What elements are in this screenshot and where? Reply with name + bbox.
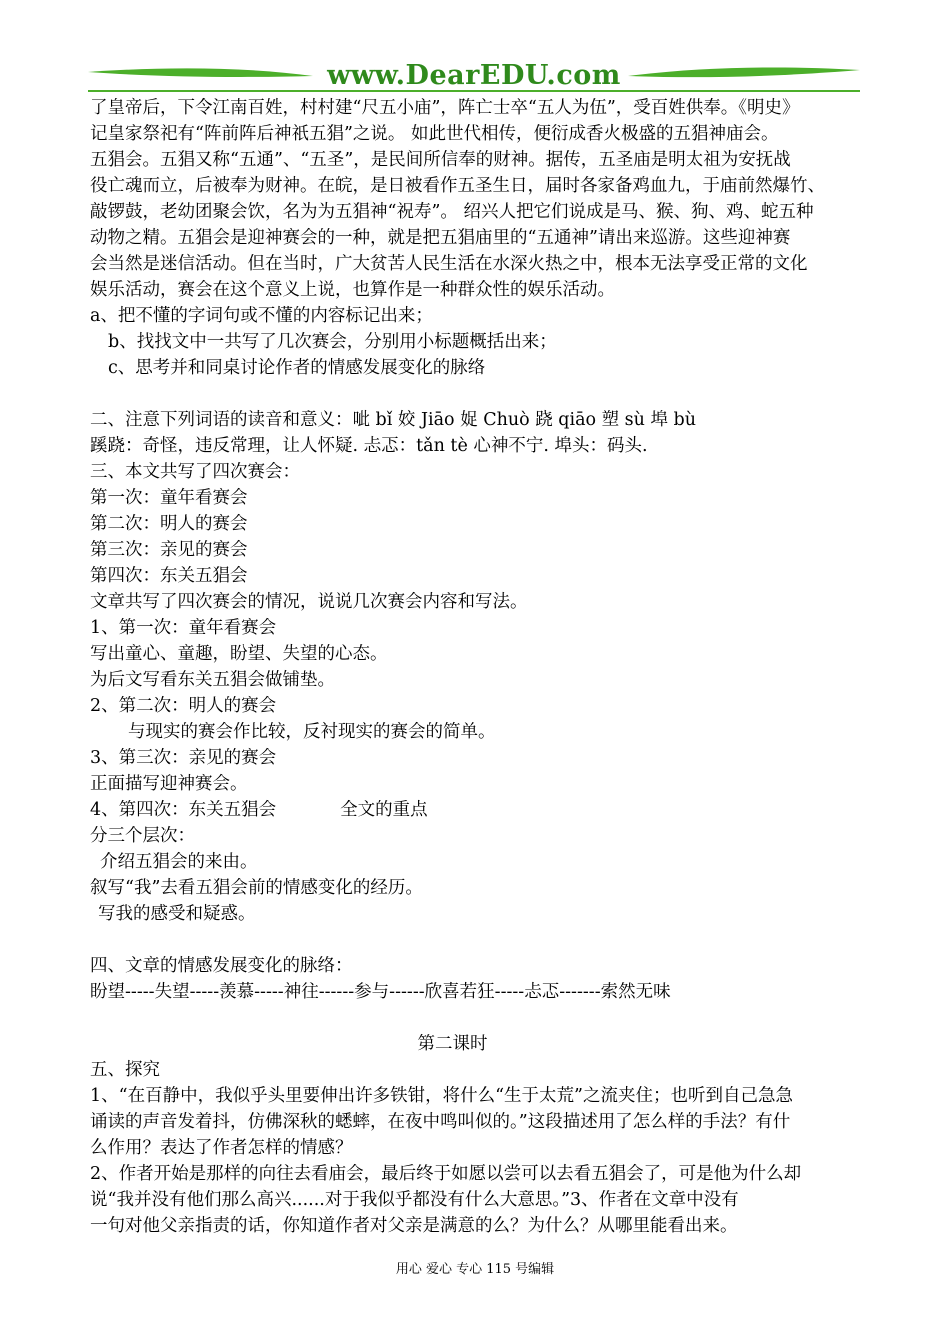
list-item: 第四次：东关五猖会 (90, 566, 248, 586)
layer-item: 介绍五猖会的来由。 (100, 852, 258, 872)
document-body (90, 95, 865, 1239)
summary-line: 文章共写了四次赛会的情况，说说几次赛会内容和写法。 (90, 592, 528, 612)
item-heading: 1、第一次：童年看赛会 (90, 618, 277, 638)
text-line: 记皇家祭祀有“阵前阵后神祇五猖”之说。 如此世代相传，便衍成香火极盛的五猖神庙会。 (90, 124, 779, 144)
section-3-title: 三、本文共写了四次赛会： (90, 462, 300, 482)
layers-heading: 分三个层次： (90, 826, 195, 846)
text-line: 役亡魂而立，后被奉为财神。在皖，是日被看作五圣生日，届时各家备鸡血九，于庙前然爆竹、 (90, 176, 825, 196)
text-line: 会当然是迷信活动。但在当时，广大贫苦人民生活在水深火热之中，根本无法享受正常的文化 (90, 254, 808, 274)
lesson-2-heading: 第二课时 (417, 1034, 488, 1054)
emotion-chain: 盼望-----失望-----羡慕-----神往------参与------欣喜若狂-----忐忑-------索然无味 (90, 982, 671, 1002)
text-line: 敲锣鼓，老幼团聚会饮，名为为五猖神“祝寿”。 绍兴人把它们说成是马、猴、狗、鸡、蛇五种 (90, 202, 814, 222)
question-line: 1、“在百静中，我似乎头里要伸出许多铁钳，将什么“生于太荒”之流夹住；也听到自己急急 (90, 1086, 793, 1106)
site-logo[interactable]: www.DearEDU.com (327, 60, 621, 91)
task-a: a、把不懂的字词句或不懂的内容标记出来； (90, 306, 433, 326)
question-line: 说“我并没有他们那么高兴......对于我似乎都没有什么大意思。”3、作者在文章中没有 (90, 1190, 739, 1210)
list-item: 第一次：童年看赛会 (90, 488, 248, 508)
item-4-title: 4、第四次：东关五猖会 (90, 800, 277, 820)
section-2-title: 二、注意下列词语的读音和意义：呲 bǐ 姣 Jiāo 娖 Chuò 跷 qiāo 塑 sù 埠 bù (90, 410, 697, 430)
item-text: 为后文写看东关五猖会做铺垫。 (90, 670, 335, 690)
item-heading: 3、第三次：亲见的赛会 (90, 748, 277, 768)
layer-item: 叙写“我”去看五猖会前的情感变化的经历。 (90, 878, 423, 898)
question-line: 2、作者开始是那样的向往去看庙会，最后终于如愿以尝可以去看五猖会了，可是他为什么却 (90, 1164, 802, 1184)
question-line: 一句对他父亲指责的话，你知道作者对父亲是满意的么？为什么？从哪里能看出来。 (90, 1216, 738, 1236)
text-line: 动物之精。五猖会是迎神赛会的一种，就是把五猖庙里的“五通神”请出来巡游。这些迎神赛 (90, 228, 791, 248)
list-item: 第三次：亲见的赛会 (90, 540, 248, 560)
list-item: 第二次：明人的赛会 (90, 514, 248, 534)
question-line: 么作用？表达了作者怎样的情感？ (90, 1138, 353, 1158)
item-text: 与现实的赛会作比较，反衬现实的赛会的简单。 (128, 722, 496, 742)
text-line: 五猖会。五猖又称“五通”、“五圣”，是民间所信奉的财神。据传，五圣庙是明太祖为安抚战 (90, 150, 791, 170)
item-heading (90, 797, 865, 823)
task-c: c、思考并和同桌讨论作者的情感发展变化的脉络 (108, 358, 486, 378)
page-footer: 用心 爱心 专心 115 号编辑 (395, 1262, 555, 1277)
section-5-title: 五、探究 (90, 1060, 160, 1080)
vocab-line: 蹊跷：奇怪，违反常理，让人怀疑. 忐忑：tǎn tè 心神不宁. 埠头：码头. (90, 436, 648, 456)
text-line: 了皇帝后，下令江南百姓，村村建“尺五小庙”，阵亡士卒“五人为伍”，受百姓供奉。《明史》 (90, 98, 800, 118)
item-text: 正面描写迎神赛会。 (90, 774, 248, 794)
item-text: 写出童心、童趣，盼望、失望的心态。 (90, 644, 388, 664)
site-header (88, 58, 860, 94)
layer-item: 写我的感受和疑惑。 (98, 904, 256, 924)
section-4-title: 四、文章的情感发展变化的脉络： (90, 956, 353, 976)
question-line: 诵读的声音发着抖，仿佛深秋的蟋蟀，在夜中鸣叫似的。”这段描述用了怎么样的手法？有什 (90, 1112, 791, 1132)
text-line: 娱乐活动，赛会在这个意义上说，也算作是一种群众性的娱乐活动。 (90, 280, 615, 300)
task-b: b、找找文中一共写了几次赛会，分别用小标题概括出来； (108, 332, 557, 352)
item-heading: 2、第二次：明人的赛会 (90, 696, 277, 716)
item-4-note: 全文的重点 (340, 800, 428, 820)
